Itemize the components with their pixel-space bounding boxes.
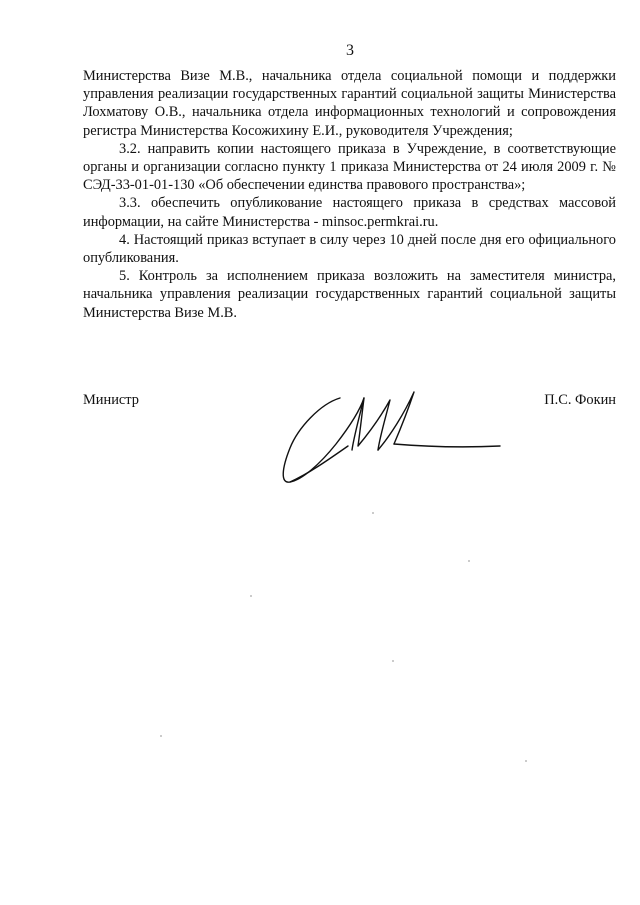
paragraph-5: 5. Контроль за исполнением приказа возложить на заместителя министра, начальника управления реализации государственных гарантий социальной защиты Министерства Визе М.В. [83,268,616,321]
scan-speck [525,760,527,762]
paragraph-3-2: 3.2. направить копии настоящего приказа в Учреждение, в соответствующие органы и организации согласно пункту 1 приказа Министерства от 24 июля 2009 г. № СЭД-33-01-01-130 «Об обеспечении единства правового пространства»; [83,140,616,194]
scan-speck [372,512,374,514]
paragraph-continuation: Министерства Визе М.В., начальника отдела социальной помощи и поддержки управления реализации государственных гарантий социальной защиты Министерства Лохматову О.В., начальника отдела информационных технологий и сопровождения регистра Министерства Косожихину Е.И., руководителя Учреждения; [83,68,616,139]
scan-speck [160,735,162,737]
scan-speck [468,560,470,562]
handwritten-signature [268,384,528,489]
scan-speck [250,595,252,597]
page-number: 3 [346,42,354,59]
signature-block [83,392,616,522]
scan-speck [392,660,394,662]
document-body [83,67,616,322]
signatory-title: Министр [83,392,139,408]
paragraph-4: 4. Настоящий приказ вступает в силу через 10 дней после дня его официального опубликования. [83,231,616,267]
paragraph-3-3: 3.3. обеспечить опубликование настоящего приказа в средствах массовой информации, на сайте Министерства - minsoc.permkrai.ru. [83,195,616,230]
signatory-name: П.С. Фокин [544,392,616,408]
